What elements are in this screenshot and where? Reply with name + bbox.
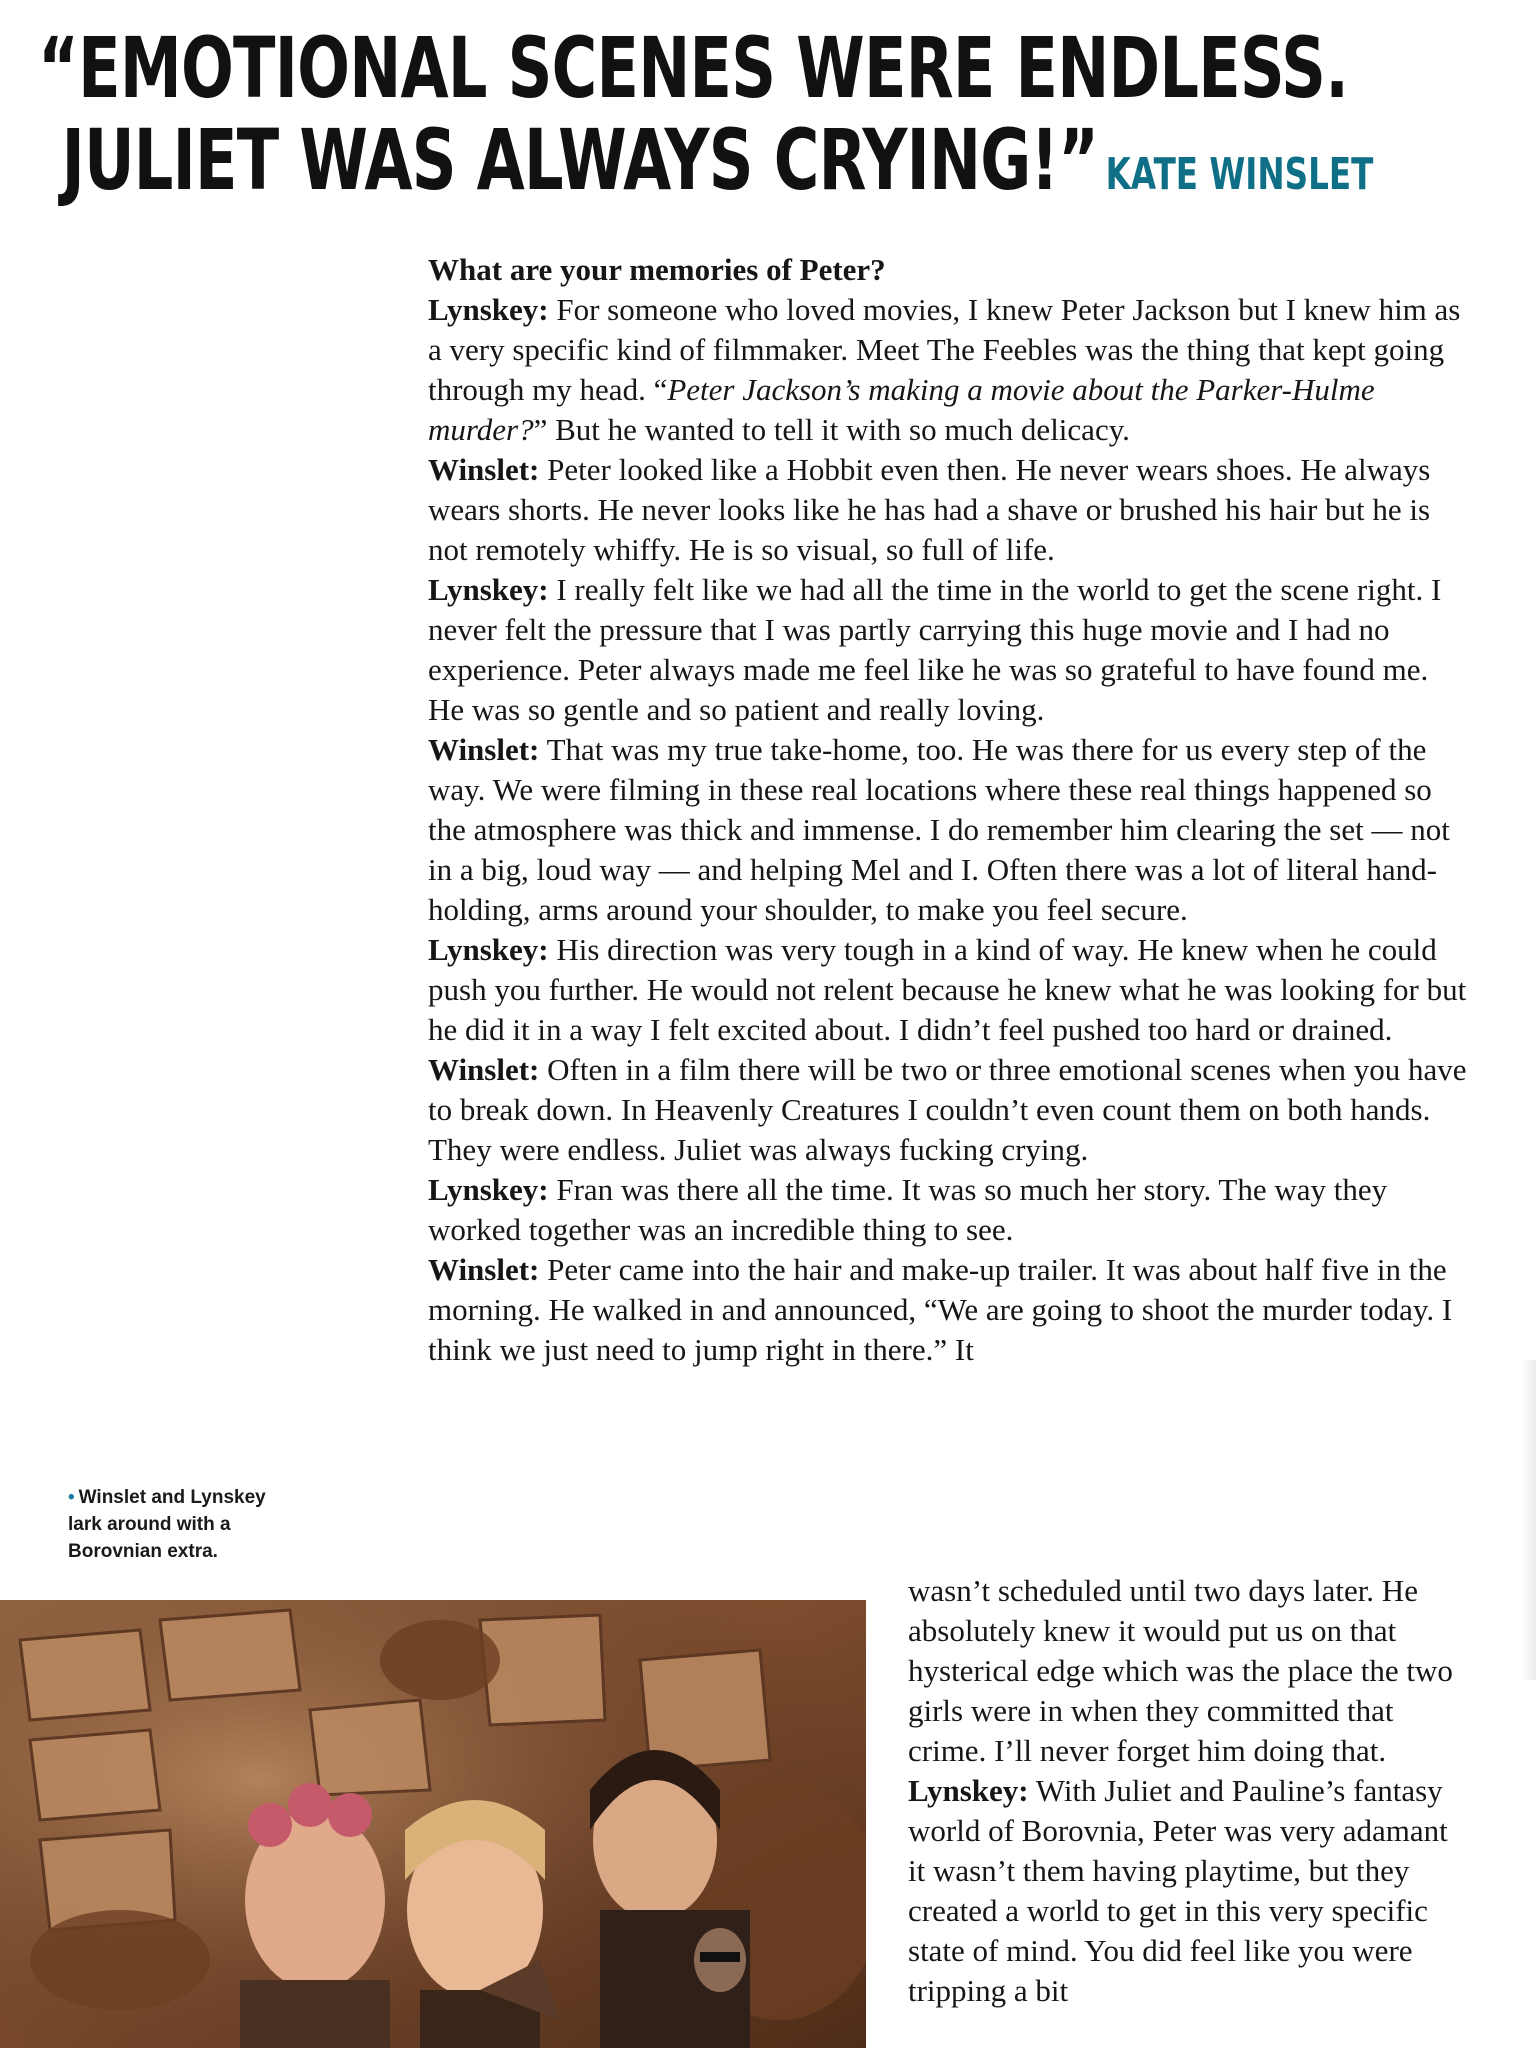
- speaker-label: Lynskey:: [428, 572, 549, 607]
- headline: [38, 19, 1374, 221]
- answer-text: ” But he wanted to tell it with so much delicacy.: [533, 412, 1130, 447]
- speaker-label: Lynskey:: [428, 1172, 549, 1207]
- answer-paragraph: [428, 730, 1468, 930]
- answer-text: That was my true take-home, too. He was there for us every step of the way. We were filming in these real locations where these real things happened so the atmosphere was thick and immense. I do remember him clearing the set — not in a big, loud way — and helping Mel and I. Often there was a lot of literal hand-holding, arms around your shoulder, to make you feel secure.: [428, 732, 1450, 927]
- speaker-label: Winslet:: [428, 1252, 540, 1287]
- film-still-photo: [0, 1600, 866, 2048]
- answer-text: His direction was very tough in a kind of way. He knew when he could push you further. He would not relent because he knew what he was looking for but he did it in a way I felt excited about. I didn’t feel pushed too hard or drained.: [428, 932, 1467, 1047]
- answer-paragraph: [428, 1250, 1468, 1370]
- answer-text: Often in a film there will be two or three emotional scenes when you have to break down. In Heavenly Creatures I couldn’t even count them on both hands. They were endless. Juliet was always fucking crying.: [428, 1052, 1467, 1167]
- speaker-label: Winslet:: [428, 732, 540, 767]
- answer-text: Peter looked like a Hobbit even then. He never wears shoes. He always wears shorts. He never looks like he has had a shave or brushed his hair but he is not remotely whiffy. He is so visual, so full of life.: [428, 452, 1431, 567]
- photo-caption: [68, 1484, 268, 1565]
- caption-bullet: •: [68, 1487, 75, 1508]
- headline-line-2: JULIET WAS ALWAYS CRYING!”: [61, 111, 1099, 209]
- answer-paragraph: [428, 570, 1468, 730]
- extra-background-figure: [694, 1928, 746, 1992]
- answer-text: I really felt like we had all the time in the world to get the scene right. I never felt the pressure that I was partly carrying this huge movie and I had no experience. Peter always made me feel like he was so grateful to have found me. He was so gentle and so patient and really loving.: [428, 572, 1442, 727]
- person-middle: [405, 1800, 560, 2048]
- person-left: [240, 1783, 390, 2048]
- continuation-text: wasn’t scheduled until two days later. He absolutely knew it would put us on that hysterical edge which was the place the two girls were in when they committed that crime. I’ll never forget him doing that.: [908, 1573, 1453, 1768]
- answer-text: Fran was there all the time. It was so much her story. The way they worked together was an incredible thing to see.: [428, 1172, 1388, 1247]
- speaker-label: Lynskey:: [428, 932, 549, 967]
- answer-paragraph: [428, 450, 1468, 570]
- answer-paragraph: [908, 1771, 1468, 2011]
- answer-text: Peter came into the hair and make-up trailer. It was about half five in the morning. He walked in and announced, “We are going to shoot the murder today. I think we just need to jump right in there.” It: [428, 1252, 1453, 1367]
- answer-italic-text: Peter Jackson’s making a movie about the Parker-Hulme murder?: [428, 372, 1375, 447]
- article-body: [428, 250, 1468, 1370]
- speaker-label: Lynskey:: [428, 292, 549, 327]
- speaker-label: Winslet:: [428, 1052, 540, 1087]
- headline-line-1: “EMOTIONAL SCENES WERE ENDLESS.: [38, 19, 1349, 117]
- speaker-label: Winslet:: [428, 452, 540, 487]
- photo-illustration: [0, 1600, 866, 2048]
- headline-credit: KATE WINSLET: [1105, 149, 1374, 200]
- page-gutter-shadow: [1522, 1360, 1536, 1680]
- interview-question: What are your memories of Peter?: [428, 252, 886, 287]
- answer-text: For someone who loved movies, I knew Peter Jackson but I knew him as a very specific kind of filmmaker. Meet The Feebles was the thing that kept going through my head. “: [428, 292, 1461, 407]
- answer-paragraph: [428, 1050, 1468, 1170]
- article-continuation: [908, 1571, 1468, 2011]
- answer-text: With Juliet and Pauline’s fantasy world of Borovnia, Peter was very adamant it wasn’t them having playtime, but they created a world to get in this very specific state of mind. You did feel like you were tripping a bit: [908, 1773, 1448, 2008]
- answer-paragraph: [428, 1170, 1468, 1250]
- answer-paragraph: [428, 930, 1468, 1050]
- speaker-label: Lynskey:: [908, 1773, 1029, 1808]
- answer-paragraph: [428, 290, 1468, 450]
- caption-text: Winslet and Lynskey lark around with a Borovnian extra.: [68, 1487, 266, 1562]
- headline-line-2-wrap: [38, 111, 1374, 221]
